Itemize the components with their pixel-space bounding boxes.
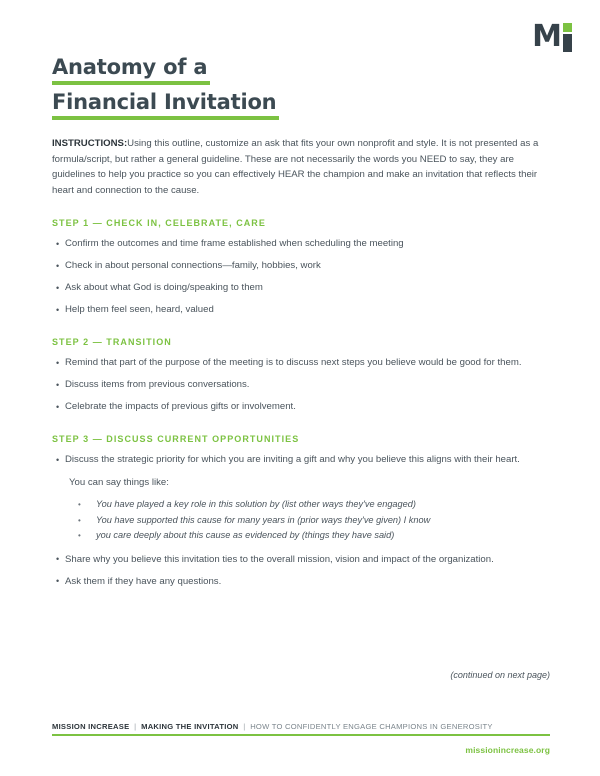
list-item: • Ask about what God is doing/speaking to them (52, 281, 550, 295)
list-item: • Remind that part of the purpose of the meeting is to discuss next steps you believe would be good for them. (52, 356, 550, 370)
page-footer (52, 722, 550, 755)
logo-i-dot-icon (563, 23, 572, 32)
list-item: • Check in about personal connections—family, hobbies, work (52, 259, 550, 273)
logo-letter-i-icon (563, 22, 572, 52)
step-3-heading: STEP 3 — DISCUSS CURRENT OPPORTUNITIES (52, 434, 300, 444)
step-2-bullet-list (52, 356, 550, 414)
list-item: • you care deeply about this cause as evidenced by (things they have said) (52, 528, 550, 544)
step-3-sub-bullet-list (52, 497, 550, 544)
list-item: • Celebrate the impacts of previous gifts or involvement. (52, 400, 550, 414)
step-3-bullet-list-after (52, 553, 550, 589)
step-1-block (52, 218, 550, 317)
page-title-line-2-text: Financial Invitation (52, 89, 279, 120)
page-title (52, 54, 279, 124)
continued-note: (continued on next page) (450, 670, 550, 680)
step-2-block (52, 337, 550, 414)
instructions-paragraph (52, 136, 550, 198)
list-item: • Help them feel seen, heard, valued (52, 303, 550, 317)
step-3-say-intro: You can say things like: (69, 477, 169, 488)
footer-divider (52, 734, 550, 736)
logo-i-stem-icon (563, 34, 572, 52)
list-item: • Share why you believe this invitation ties to the overall mission, vision and impact of the organization. (52, 553, 550, 567)
footer-website-url[interactable]: missionincrease.org (465, 745, 550, 755)
footer-pipe-2: | (243, 722, 246, 731)
list-item: • Ask them if they have any questions. (52, 575, 550, 589)
step-3-bullet-list-first (52, 453, 550, 467)
step-1-heading: STEP 1 — CHECK IN, CELEBRATE, CARE (52, 218, 266, 228)
footer-subtitle: HOW TO CONFIDENTLY ENGAGE CHAMPIONS IN GENEROSITY (250, 722, 493, 731)
footer-breadcrumb (52, 722, 550, 734)
list-item: • You have played a key role in this solution by (list other ways they've engaged) (52, 497, 550, 513)
list-item: • Discuss items from previous conversations. (52, 378, 550, 392)
document-body (52, 136, 550, 589)
page-title-line-1-text: Anatomy of a (52, 54, 210, 85)
logo-letter-m-icon: M (532, 19, 561, 54)
footer-pipe-1: | (134, 722, 137, 731)
step-1-bullet-list (52, 237, 550, 317)
instructions-label: INSTRUCTIONS: (52, 138, 128, 149)
footer-section: MAKING THE INVITATION (141, 722, 239, 731)
mission-increase-logo (532, 19, 572, 54)
page-title-line-1 (52, 54, 279, 85)
footer-brand: MISSION INCREASE (52, 722, 130, 731)
page-title-line-2 (52, 89, 279, 120)
list-item: • Confirm the outcomes and time frame established when scheduling the meeting (52, 237, 550, 251)
step-2-heading: STEP 2 — TRANSITION (52, 337, 172, 347)
list-item: • Discuss the strategic priority for which you are inviting a gift and why you believe this aligns with their heart. (52, 453, 550, 467)
step-3-block (52, 434, 550, 589)
list-item: • You have supported this cause for many years in (prior ways they've given) I know (52, 513, 550, 529)
instructions-text: Using this outline, customize an ask that fits your own nonprofit and style. It is not presented as a formula/script, but rather a general guideline. These are not necessarily the words you NEED to say, they are guidelines to help you practice so you can effectively HEAR the champion and make an invitation that reflects their heart and connection to the cause. (52, 138, 539, 196)
